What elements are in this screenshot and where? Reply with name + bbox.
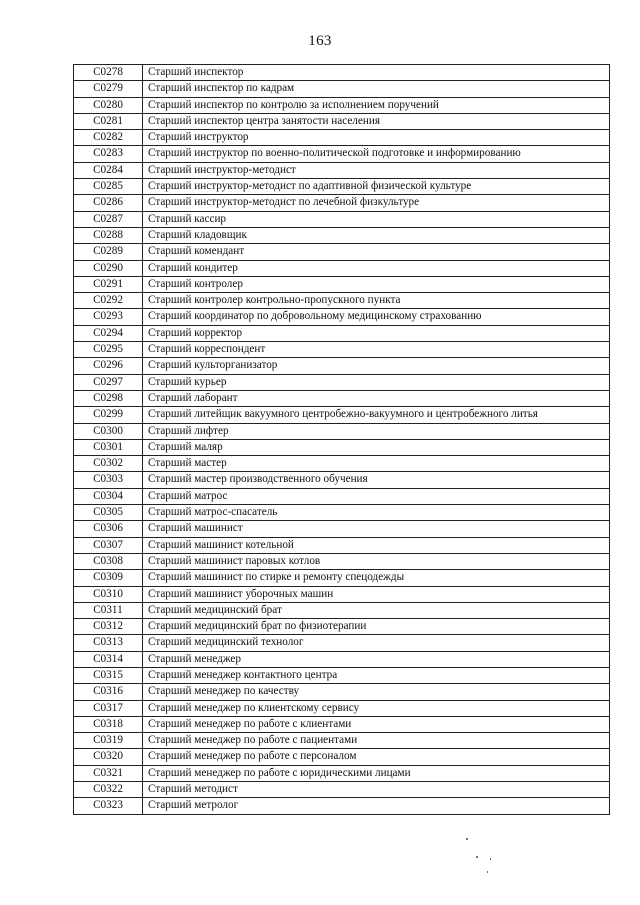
- occupation-code: C0309: [74, 570, 143, 586]
- scan-speck: [466, 838, 468, 840]
- occupation-code: C0293: [74, 309, 143, 325]
- occupation-title: Старший инспектор: [143, 65, 610, 81]
- occupation-title: Старший машинист котельной: [143, 537, 610, 553]
- table-row: [74, 570, 610, 586]
- occupation-title: Старший менеджер контактного центра: [143, 667, 610, 683]
- occupation-code: C0305: [74, 505, 143, 521]
- occupation-title: Старший метролог: [143, 798, 610, 814]
- occupation-code: C0321: [74, 765, 143, 781]
- occupation-code: C0284: [74, 162, 143, 178]
- table-row: [74, 537, 610, 553]
- occupation-title: Старший менеджер по работе с юридическими лицами: [143, 765, 610, 781]
- occupation-code: C0312: [74, 619, 143, 635]
- occupation-code: C0278: [74, 65, 143, 81]
- occupation-code: C0319: [74, 733, 143, 749]
- scan-speck: [476, 856, 478, 858]
- table-row: [74, 651, 610, 667]
- occupation-code: C0323: [74, 798, 143, 814]
- table-row: [74, 358, 610, 374]
- scan-speck: [487, 871, 488, 873]
- occupation-title: Старший контролер: [143, 276, 610, 292]
- table-row: [74, 716, 610, 732]
- occupation-code: C0313: [74, 635, 143, 651]
- table-row: [74, 798, 610, 814]
- occupation-title: Старший инструктор: [143, 130, 610, 146]
- page-number: 163: [308, 33, 332, 49]
- occupation-code: C0310: [74, 586, 143, 602]
- table-row: [74, 293, 610, 309]
- table-row: [74, 749, 610, 765]
- table-row: [74, 146, 610, 162]
- table-row: [74, 390, 610, 406]
- occupation-title: Старший корреспондент: [143, 342, 610, 358]
- occupation-code: C0302: [74, 456, 143, 472]
- occupation-title: Старший кондитер: [143, 260, 610, 276]
- occupation-code: C0281: [74, 113, 143, 129]
- occupation-title: Старший мастер производственного обучения: [143, 472, 610, 488]
- occupation-code: C0297: [74, 374, 143, 390]
- occupation-title: Старший маляр: [143, 439, 610, 455]
- table-body: [74, 65, 610, 815]
- occupation-title: Старший менеджер по работе с клиентами: [143, 716, 610, 732]
- occupation-code: C0314: [74, 651, 143, 667]
- occupation-title: Старший курьер: [143, 374, 610, 390]
- table-row: [74, 521, 610, 537]
- table-row: [74, 635, 610, 651]
- table-row: [74, 97, 610, 113]
- table-row: [74, 276, 610, 292]
- table-row: [74, 309, 610, 325]
- occupation-code: C0283: [74, 146, 143, 162]
- occupation-code: C0322: [74, 782, 143, 798]
- occupation-code: C0294: [74, 325, 143, 341]
- table-row: [74, 325, 610, 341]
- occupation-title: Старший лаборант: [143, 390, 610, 406]
- occupation-title: Старший менеджер: [143, 651, 610, 667]
- occupation-title: Старший матрос-спасатель: [143, 505, 610, 521]
- occupation-title: Старший литейщик вакуумного центробежно-вакуумного и центробежного литья: [143, 407, 610, 423]
- occupation-title: Старший машинист паровых котлов: [143, 553, 610, 569]
- table-row: [74, 619, 610, 635]
- occupation-code: C0292: [74, 293, 143, 309]
- table-row: [74, 374, 610, 390]
- occupation-code: C0300: [74, 423, 143, 439]
- table-row: [74, 162, 610, 178]
- table-row: [74, 667, 610, 683]
- table-row: [74, 553, 610, 569]
- occupation-title: Старший кладовщик: [143, 227, 610, 243]
- occupation-code: C0285: [74, 179, 143, 195]
- table-row: [74, 342, 610, 358]
- occupation-code: C0288: [74, 227, 143, 243]
- occupation-code: C0296: [74, 358, 143, 374]
- scan-speck: [490, 858, 491, 860]
- occupation-title: Старший инспектор центра занятости населения: [143, 113, 610, 129]
- occupation-code: C0311: [74, 602, 143, 618]
- occupation-code: C0299: [74, 407, 143, 423]
- table-row: [74, 113, 610, 129]
- occupation-title: Старший медицинский брат: [143, 602, 610, 618]
- table-row: [74, 423, 610, 439]
- occupation-title: Старший менеджер по работе с персоналом: [143, 749, 610, 765]
- table-row: [74, 684, 610, 700]
- occupation-title: Старший кассир: [143, 211, 610, 227]
- occupation-title: Старший машинист по стирке и ремонту спецодежды: [143, 570, 610, 586]
- occupation-title: Старший менеджер по качеству: [143, 684, 610, 700]
- occupation-title: Старший контролер контрольно-пропускного пункта: [143, 293, 610, 309]
- occupation-title: Старший координатор по добровольному медицинскому страхованию: [143, 309, 610, 325]
- table-row: [74, 782, 610, 798]
- occupation-code: C0282: [74, 130, 143, 146]
- table-row: [74, 227, 610, 243]
- occupation-code: C0301: [74, 439, 143, 455]
- occupation-code: C0303: [74, 472, 143, 488]
- occupation-code: C0307: [74, 537, 143, 553]
- occupation-title: Старший инструктор-методист: [143, 162, 610, 178]
- occupation-code: C0308: [74, 553, 143, 569]
- occupation-title: Старший инструктор по военно-политической подготовке и информированию: [143, 146, 610, 162]
- occupation-code: C0290: [74, 260, 143, 276]
- occupation-title: Старший менеджер по работе с пациентами: [143, 733, 610, 749]
- occupation-title: Старший комендант: [143, 244, 610, 260]
- table-row: [74, 439, 610, 455]
- occupation-code: C0289: [74, 244, 143, 260]
- table-row: [74, 505, 610, 521]
- occupation-code: C0320: [74, 749, 143, 765]
- table-row: [74, 456, 610, 472]
- table-row: [74, 586, 610, 602]
- table-row: [74, 733, 610, 749]
- table-row: [74, 244, 610, 260]
- occupation-title: Старший инспектор по контролю за исполнением поручений: [143, 97, 610, 113]
- occupation-title: Старший матрос: [143, 488, 610, 504]
- table-row: [74, 130, 610, 146]
- occupation-code: C0304: [74, 488, 143, 504]
- occupation-title: Старший медицинский технолог: [143, 635, 610, 651]
- table-row: [74, 81, 610, 97]
- occupation-title: Старший инструктор-методист по адаптивной физической культуре: [143, 179, 610, 195]
- occupation-code-table: [73, 64, 610, 815]
- occupation-code: C0287: [74, 211, 143, 227]
- occupation-title: Старший машинист: [143, 521, 610, 537]
- occupation-title: Старший инспектор по кадрам: [143, 81, 610, 97]
- occupation-code: C0306: [74, 521, 143, 537]
- occupation-code: C0317: [74, 700, 143, 716]
- occupation-title: Старший машинист уборочных машин: [143, 586, 610, 602]
- occupation-code: C0279: [74, 81, 143, 97]
- occupation-code: C0316: [74, 684, 143, 700]
- table-row: [74, 260, 610, 276]
- occupation-code: C0315: [74, 667, 143, 683]
- occupation-title: Старший менеджер по клиентскому сервису: [143, 700, 610, 716]
- occupation-title: Старший методист: [143, 782, 610, 798]
- occupation-code: C0280: [74, 97, 143, 113]
- occupation-code: C0291: [74, 276, 143, 292]
- table-row: [74, 472, 610, 488]
- occupation-title: Старший медицинский брат по физиотерапии: [143, 619, 610, 635]
- table-row: [74, 179, 610, 195]
- table-row: [74, 65, 610, 81]
- table-row: [74, 700, 610, 716]
- table-row: [74, 211, 610, 227]
- occupation-title: Старший лифтер: [143, 423, 610, 439]
- occupation-title: Старший мастер: [143, 456, 610, 472]
- occupation-code: C0295: [74, 342, 143, 358]
- occupation-title: Старший культорганизатор: [143, 358, 610, 374]
- table-row: [74, 407, 610, 423]
- table-row: [74, 765, 610, 781]
- occupation-code: C0298: [74, 390, 143, 406]
- table-row: [74, 488, 610, 504]
- table-row: [74, 602, 610, 618]
- occupation-code: C0286: [74, 195, 143, 211]
- occupation-title: Старший инструктор-методист по лечебной физкультуре: [143, 195, 610, 211]
- table-row: [74, 195, 610, 211]
- occupation-code: C0318: [74, 716, 143, 732]
- occupation-title: Старший корректор: [143, 325, 610, 341]
